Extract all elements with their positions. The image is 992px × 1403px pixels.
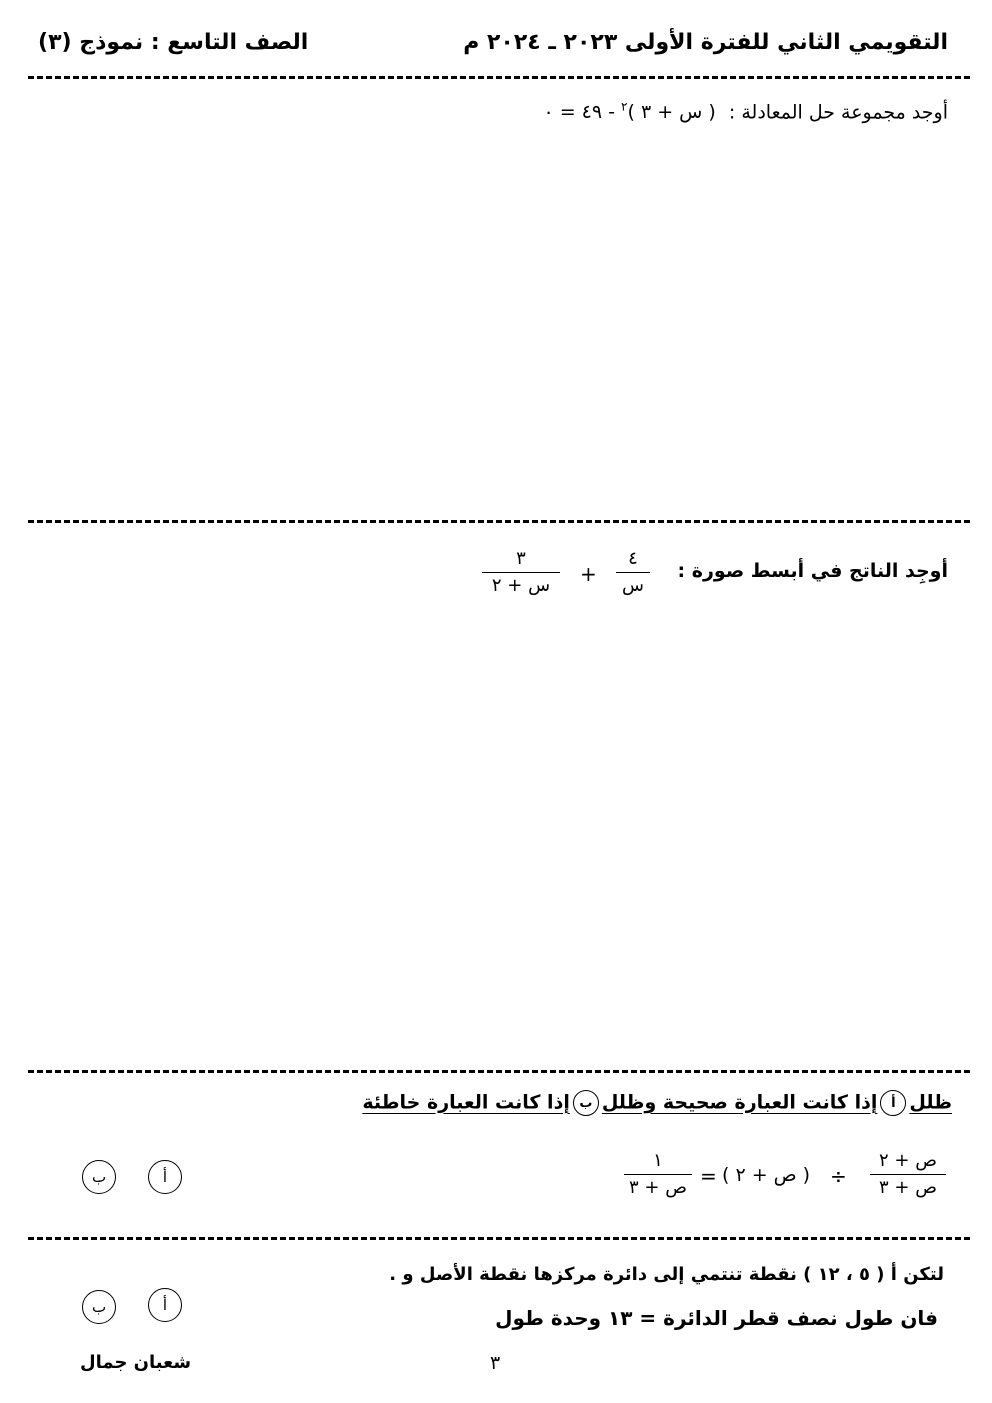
question-4-line-2: فان طول نصف قطر الدائرة = ١٣ وحدة طول bbox=[495, 1306, 938, 1330]
q3-choice-a[interactable]: أ bbox=[148, 1160, 182, 1194]
question-4-line-1: لتكن أ ( ٥ ، ١٢ ) نقطة تنتمي إلى دائرة مركزها نقطة الأصل و . bbox=[389, 1264, 944, 1285]
choice-a-marker: أ bbox=[880, 1090, 906, 1116]
author-name: شعبان جمال bbox=[80, 1352, 192, 1373]
q4-choice-a[interactable]: أ bbox=[148, 1288, 182, 1322]
equation-bracket: ( س + ٣ ) bbox=[627, 101, 716, 124]
exam-title: التقويمي الثاني للفترة الأولى ٢٠٢٣ ـ ٢٠٢٤ م bbox=[463, 30, 948, 55]
q3-fraction-right bbox=[624, 1150, 692, 1199]
q3-fraction-left bbox=[870, 1150, 946, 1199]
plus-sign: + bbox=[580, 562, 597, 586]
instruction-false: إذا كانت العبارة خاطئة bbox=[362, 1091, 570, 1114]
q3-choice-b[interactable]: ب bbox=[82, 1160, 116, 1194]
question-2-prompt: أوجِد الناتج في أبسط صورة : bbox=[677, 560, 948, 582]
question-3-instructions bbox=[362, 1090, 952, 1116]
fraction-2-numerator: ٣ bbox=[516, 548, 526, 569]
page-number: ٣ bbox=[490, 1352, 501, 1374]
left-denominator: ص + ٣ bbox=[879, 1177, 937, 1198]
equation-exponent: ٢ bbox=[621, 100, 628, 114]
separator-2 bbox=[28, 520, 970, 523]
question-1 bbox=[543, 100, 948, 123]
q4-choice-b[interactable]: ب bbox=[82, 1290, 116, 1324]
right-denominator: ص + ٣ bbox=[629, 1177, 687, 1198]
equation-rest: - ٤٩ = ٠ bbox=[543, 101, 615, 124]
choice-b-marker: ب bbox=[573, 1090, 599, 1116]
fraction-1-numerator: ٤ bbox=[628, 548, 638, 569]
left-numerator: ص + ٢ bbox=[879, 1150, 937, 1171]
fraction-2-denominator: س + ٢ bbox=[491, 575, 551, 596]
question-1-prompt: أوجد مجموعة حل المعادلة : bbox=[728, 101, 948, 124]
question-1-equation bbox=[543, 101, 715, 123]
q2-fraction-2 bbox=[482, 548, 560, 597]
instruction-true: إذا كانت العبارة صحيحة وظلل bbox=[601, 1091, 878, 1114]
fraction-1-denominator: س bbox=[622, 575, 644, 596]
equals-sign: = bbox=[700, 1164, 717, 1188]
separator-3 bbox=[28, 1070, 970, 1073]
grade-model-label: الصف التاسع : نموذج (٣) bbox=[38, 30, 309, 55]
middle-term: ( ص + ٢ ) bbox=[722, 1164, 811, 1186]
separator-4 bbox=[28, 1237, 970, 1240]
instruction-shade: ظلل bbox=[909, 1091, 952, 1114]
separator-1 bbox=[28, 76, 970, 79]
division-sign: ÷ bbox=[830, 1164, 847, 1188]
right-numerator: ١ bbox=[653, 1150, 663, 1171]
q2-fraction-1 bbox=[616, 548, 650, 597]
